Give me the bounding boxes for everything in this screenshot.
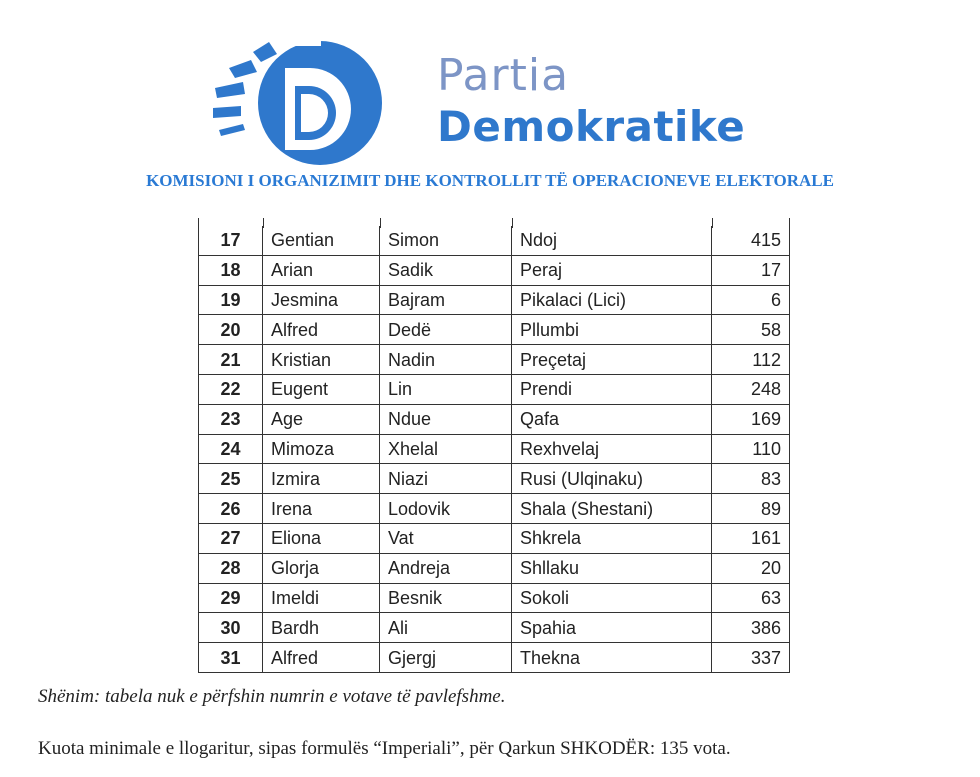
father-name: Niazi bbox=[380, 464, 512, 494]
table-row bbox=[199, 523, 790, 553]
vote-count: 112 bbox=[712, 345, 790, 375]
first-name: Izmira bbox=[263, 464, 380, 494]
last-name: Pikalaci (Lici) bbox=[512, 285, 712, 315]
first-name: Imeldi bbox=[263, 583, 380, 613]
candidate-number: 21 bbox=[199, 345, 263, 375]
first-name: Arian bbox=[263, 255, 380, 285]
logo-text-demokratike: Demokratike bbox=[437, 102, 746, 151]
vote-count: 83 bbox=[712, 464, 790, 494]
vote-count: 6 bbox=[712, 285, 790, 315]
candidate-number: 19 bbox=[199, 285, 263, 315]
vote-count: 169 bbox=[712, 404, 790, 434]
vote-count: 337 bbox=[712, 643, 790, 673]
last-name: Shllaku bbox=[512, 553, 712, 583]
first-name: Jesmina bbox=[263, 285, 380, 315]
vote-count: 20 bbox=[712, 553, 790, 583]
vote-count: 89 bbox=[712, 494, 790, 524]
father-name: Lodovik bbox=[380, 494, 512, 524]
father-name: Ndue bbox=[380, 404, 512, 434]
first-name: Mimoza bbox=[263, 434, 380, 464]
vote-count: 110 bbox=[712, 434, 790, 464]
first-name: Alfred bbox=[263, 315, 380, 345]
candidate-number: 31 bbox=[199, 643, 263, 673]
last-name: Prendi bbox=[512, 374, 712, 404]
table-row bbox=[199, 255, 790, 285]
vote-count: 17 bbox=[712, 255, 790, 285]
father-name: Sadik bbox=[380, 255, 512, 285]
last-name: Sokoli bbox=[512, 583, 712, 613]
table-row bbox=[199, 464, 790, 494]
first-name: Eliona bbox=[263, 523, 380, 553]
vote-count: 63 bbox=[712, 583, 790, 613]
last-name: Rexhvelaj bbox=[512, 434, 712, 464]
table-row bbox=[199, 613, 790, 643]
first-name: Age bbox=[263, 404, 380, 434]
first-name: Gentian bbox=[263, 226, 380, 255]
father-name: Vat bbox=[380, 523, 512, 553]
note-text: Shënim: tabela nuk e përfshin numrin e votave të pavlefshme. bbox=[38, 686, 506, 707]
table-row bbox=[199, 285, 790, 315]
logo-text-partia: Partia bbox=[437, 50, 570, 101]
vote-count: 58 bbox=[712, 315, 790, 345]
quota-text: Kuota minimale e llogaritur, sipas formulës “Imperiali”, për Qarkun SHKODËR: 135 vota. bbox=[38, 738, 731, 759]
father-name: Xhelal bbox=[380, 434, 512, 464]
father-name: Simon bbox=[380, 226, 512, 255]
commission-heading: KOMISIONI I ORGANIZIMIT DHE KONTROLLIT TË OPERACIONEVE ELEKTORALE bbox=[146, 171, 834, 190]
candidate-number: 20 bbox=[199, 315, 263, 345]
first-name: Glorja bbox=[263, 553, 380, 583]
first-name: Irena bbox=[263, 494, 380, 524]
last-name: Shala (Shestani) bbox=[512, 494, 712, 524]
father-name: Lin bbox=[380, 374, 512, 404]
table-row bbox=[199, 315, 790, 345]
last-name: Peraj bbox=[512, 255, 712, 285]
candidate-number: 26 bbox=[199, 494, 263, 524]
vote-count: 386 bbox=[712, 613, 790, 643]
last-name: Rusi (Ulqinaku) bbox=[512, 464, 712, 494]
father-name: Gjergj bbox=[380, 643, 512, 673]
first-name: Kristian bbox=[263, 345, 380, 375]
table-row bbox=[199, 494, 790, 524]
last-name: Qafa bbox=[512, 404, 712, 434]
table-row bbox=[199, 345, 790, 375]
vote-count: 415 bbox=[712, 226, 790, 255]
table-row bbox=[199, 404, 790, 434]
father-name: Bajram bbox=[380, 285, 512, 315]
candidate-votes-table bbox=[198, 226, 790, 673]
candidate-number: 23 bbox=[199, 404, 263, 434]
father-name: Nadin bbox=[380, 345, 512, 375]
table-row bbox=[199, 374, 790, 404]
last-name: Ndoj bbox=[512, 226, 712, 255]
candidate-number: 18 bbox=[199, 255, 263, 285]
candidate-number: 24 bbox=[199, 434, 263, 464]
first-name: Bardh bbox=[263, 613, 380, 643]
last-name: Spahia bbox=[512, 613, 712, 643]
father-name: Ali bbox=[380, 613, 512, 643]
father-name: Dedë bbox=[380, 315, 512, 345]
first-name: Alfred bbox=[263, 643, 380, 673]
candidate-number: 27 bbox=[199, 523, 263, 553]
candidate-number: 25 bbox=[199, 464, 263, 494]
table-row bbox=[199, 226, 790, 255]
vote-count: 161 bbox=[712, 523, 790, 553]
table-row bbox=[199, 643, 790, 673]
first-name: Eugent bbox=[263, 374, 380, 404]
father-name: Besnik bbox=[380, 583, 512, 613]
candidate-number: 17 bbox=[199, 226, 263, 255]
last-name: Thekna bbox=[512, 643, 712, 673]
last-name: Shkrela bbox=[512, 523, 712, 553]
candidate-number: 28 bbox=[199, 553, 263, 583]
table-row bbox=[199, 583, 790, 613]
vote-count: 248 bbox=[712, 374, 790, 404]
candidate-number: 29 bbox=[199, 583, 263, 613]
father-name: Andreja bbox=[380, 553, 512, 583]
last-name: Pllumbi bbox=[512, 315, 712, 345]
candidate-number: 22 bbox=[199, 374, 263, 404]
candidate-number: 30 bbox=[199, 613, 263, 643]
table-row bbox=[199, 553, 790, 583]
last-name: Preçetaj bbox=[512, 345, 712, 375]
table-row bbox=[199, 434, 790, 464]
party-logo-icon bbox=[205, 38, 385, 168]
